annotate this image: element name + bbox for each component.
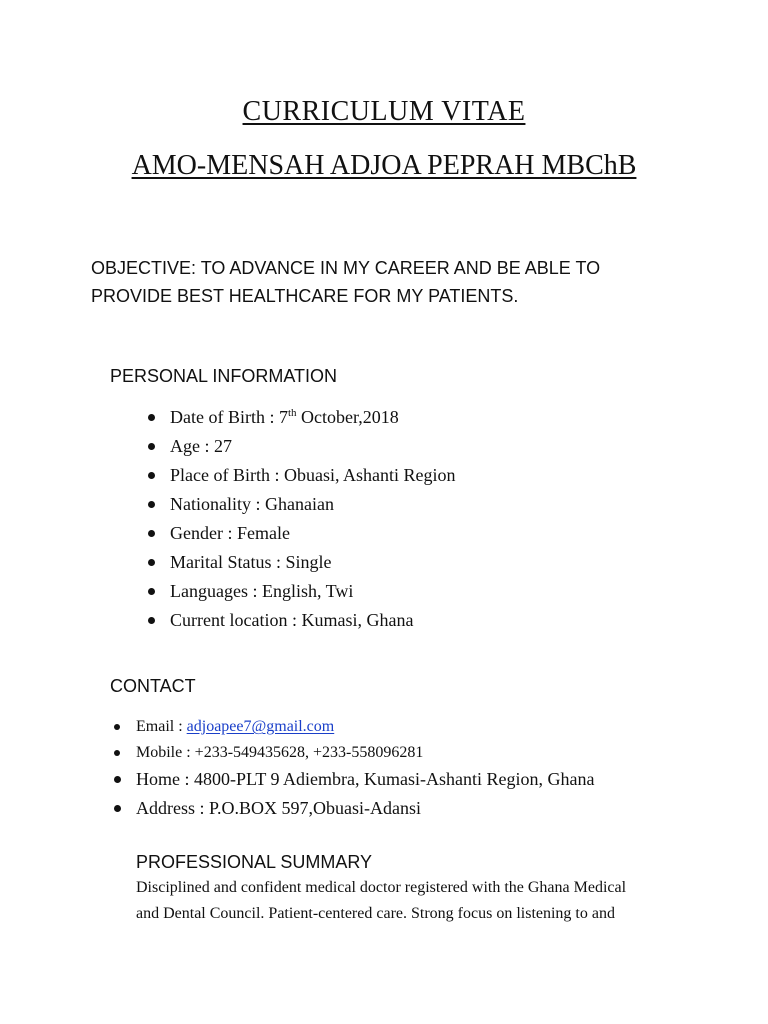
list-item-place-of-birth: [147, 461, 455, 490]
bullet-icon: [114, 724, 120, 730]
bullet-icon: [148, 443, 155, 450]
summary-line-1: Disciplined and confident medical doctor registered with the Ghana Medical: [136, 879, 627, 896]
home-text: Home : 4800-PLT 9 Adiembra, Kumasi-Ashanti Region, Ghana: [136, 769, 595, 789]
candidate-name: AMO-MENSAH ADJOA PEPRAH MBChB: [131, 150, 637, 181]
professional-summary-heading: PROFESSIONAL SUMMARY: [136, 852, 373, 872]
date-of-birth-rest: October,2018: [296, 407, 399, 427]
bullet-icon: [114, 776, 121, 783]
list-item-nationality: [147, 490, 455, 519]
marital-status-text: Marital Status : Single: [170, 552, 332, 572]
gender-text: Gender : Female: [170, 523, 290, 543]
list-item-email: [113, 714, 423, 740]
bullet-icon: [114, 805, 121, 812]
list-item-languages: [147, 577, 455, 606]
contact-list-secondary: [113, 765, 594, 823]
list-item-date-of-birth: [147, 403, 455, 432]
list-item-home: [113, 765, 594, 794]
email-link[interactable]: adjoapee7@gmail.com: [186, 718, 335, 735]
professional-summary-text: [136, 875, 696, 927]
objective-line-1: OBJECTIVE: TO ADVANCE IN MY CAREER AND BE ABLE TO: [91, 258, 601, 278]
age-text: Age : 27: [170, 436, 232, 456]
date-of-birth-suffix: th: [287, 407, 297, 419]
list-item-address: [113, 794, 594, 823]
list-item-marital-status: [147, 548, 455, 577]
summary-line-2: and Dental Council. Patient-centered care. Strong focus on listening to and: [136, 905, 615, 922]
bullet-icon: [148, 501, 155, 508]
list-item-current-location: [147, 606, 455, 635]
bullet-icon: [148, 530, 155, 537]
mobile-text: Mobile : +233-549435628, +233-558096281: [136, 744, 424, 761]
list-item-gender: [147, 519, 455, 548]
list-item-mobile: [113, 740, 423, 766]
current-location-text: Current location : Kumasi, Ghana: [170, 610, 414, 630]
contact-list-primary: [113, 714, 423, 766]
languages-text: Languages : English, Twi: [170, 581, 354, 601]
date-of-birth-label: Date of Birth :: [170, 407, 279, 427]
contact-heading: CONTACT: [110, 676, 196, 696]
objective-line-2: PROVIDE BEST HEALTHCARE FOR MY PATIENTS.: [91, 286, 519, 306]
bullet-icon: [114, 750, 120, 756]
document-title: CURRICULUM VITAE: [242, 96, 526, 127]
date-of-birth-day: 7: [278, 407, 288, 427]
bullet-icon: [148, 559, 155, 566]
bullet-icon: [148, 588, 155, 595]
nationality-text: Nationality : Ghanaian: [170, 494, 334, 514]
objective-statement: [91, 254, 731, 310]
personal-information-list: [147, 403, 455, 635]
bullet-icon: [148, 414, 155, 421]
place-of-birth-text: Place of Birth : Obuasi, Ashanti Region: [170, 465, 456, 485]
list-item-age: [147, 432, 455, 461]
personal-information-heading: PERSONAL INFORMATION: [110, 366, 338, 386]
bullet-icon: [148, 472, 155, 479]
address-text: Address : P.O.BOX 597,Obuasi-Adansi: [136, 798, 421, 818]
email-label: Email :: [136, 718, 187, 735]
bullet-icon: [148, 617, 155, 624]
